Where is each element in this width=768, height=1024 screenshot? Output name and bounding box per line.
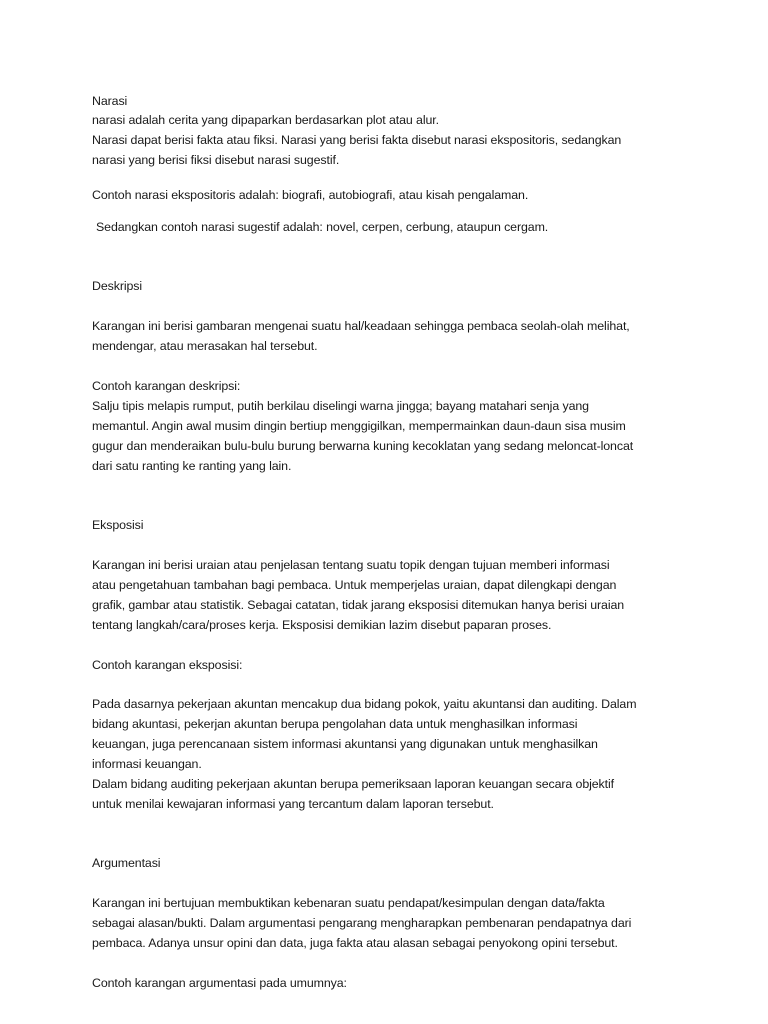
- argumentasi-def-line-1: Karangan ini bertujuan membuktikan kebenaran suatu pendapat/kesimpulan dengan data/fakta: [92, 896, 605, 910]
- eksposisi-example-line-5: Dalam bidang auditing pekerjaan akuntan berupa pemeriksaan laporan keuangan secara objektif: [92, 777, 614, 791]
- eksposisi-example-line-4: informasi keuangan.: [92, 757, 202, 771]
- heading-argumentasi: Argumentasi: [92, 856, 161, 870]
- deskripsi-example-line-2: memantul. Angin awal musim dingin bertiup menggigilkan, mempermainkan daun-daun sisa musim: [92, 419, 626, 433]
- deskripsi-example-line-4: dari satu ranting ke ranting yang lain.: [92, 459, 292, 473]
- argumentasi-example-title: Contoh karangan argumentasi pada umumnya:: [92, 976, 347, 990]
- deskripsi-example-title: Contoh karangan deskripsi:: [92, 379, 241, 393]
- argumentasi-def-line-2: sebagai alasan/bukti. Dalam argumentasi pengarang mengharapkan pembenaran pendapatnya dari: [92, 916, 632, 930]
- eksposisi-def-line-2: atau pengetahuan tambahan bagi pembaca. Untuk memperjelas uraian, dapat dilengkapi dengan: [92, 578, 617, 592]
- eksposisi-def-line-4: tentang langkah/cara/proses kerja. Eksposisi demikian lazim disebut paparan proses.: [92, 618, 552, 632]
- deskripsi-def-line-1: Karangan ini berisi gambaran mengenai suatu hal/keadaan sehingga pembaca seolah-olah melihat,: [92, 319, 630, 333]
- heading-eksposisi: Eksposisi: [92, 518, 144, 532]
- eksposisi-def-line-1: Karangan ini berisi uraian atau penjelasan tentang suatu topik dengan tujuan memberi informasi: [92, 558, 610, 572]
- narasi-line-1: narasi adalah cerita yang dipaparkan berdasarkan plot atau alur.: [92, 113, 439, 127]
- eksposisi-example-title: Contoh karangan eksposisi:: [92, 658, 243, 672]
- heading-deskripsi: Deskripsi: [92, 279, 143, 293]
- argumentasi-def-line-3: pembaca. Adanya unsur opini dan data, juga fakta atau alasan sebagai penyokong opini tersebut.: [92, 936, 618, 950]
- eksposisi-def-line-3: grafik, gambar atau statistik. Sebagai catatan, tidak jarang eksposisi ditemukan hanya berisi uraian: [92, 598, 625, 612]
- eksposisi-example-line-6: untuk menilai kewajaran informasi yang tercantum dalam laporan tersebut.: [92, 797, 494, 811]
- deskripsi-example-line-3: gugur dan menderaikan bulu-bulu burung berwarna kuning kecoklatan yang sedang meloncat-loncat: [92, 439, 634, 453]
- eksposisi-example-line-3: keuangan, juga perencanaan sistem informasi akuntansi yang digunakan untuk menghasilkan: [92, 737, 598, 751]
- narasi-line-2: Narasi dapat berisi fakta atau fiksi. Narasi yang berisi fakta disebut narasi ekspositoris, sedangkan: [92, 133, 622, 147]
- deskripsi-example-line-1: Salju tipis melapis rumput, putih berkilau diselingi warna jingga; bayang matahari senja yang: [92, 399, 589, 413]
- narasi-example-suggestive: Sedangkan contoh narasi sugestif adalah: novel, cerpen, cerbung, ataupun cergam.: [96, 220, 549, 234]
- eksposisi-example-line-2: bidang akuntasi, pekerjan akuntan berupa pengolahan data untuk menghasilkan informasi: [92, 717, 578, 731]
- heading-narasi: Narasi: [92, 94, 128, 108]
- deskripsi-def-line-2: mendengar, atau merasakan hal tersebut.: [92, 339, 318, 353]
- narasi-example-expository: Contoh narasi ekspositoris adalah: biografi, autobiografi, atau kisah pengalaman.: [92, 188, 529, 202]
- narasi-line-3: narasi yang berisi fiksi disebut narasi sugestif.: [92, 153, 340, 167]
- eksposisi-example-line-1: Pada dasarnya pekerjaan akuntan mencakup dua bidang pokok, yaitu akuntansi dan auditing. Dalam: [92, 697, 637, 711]
